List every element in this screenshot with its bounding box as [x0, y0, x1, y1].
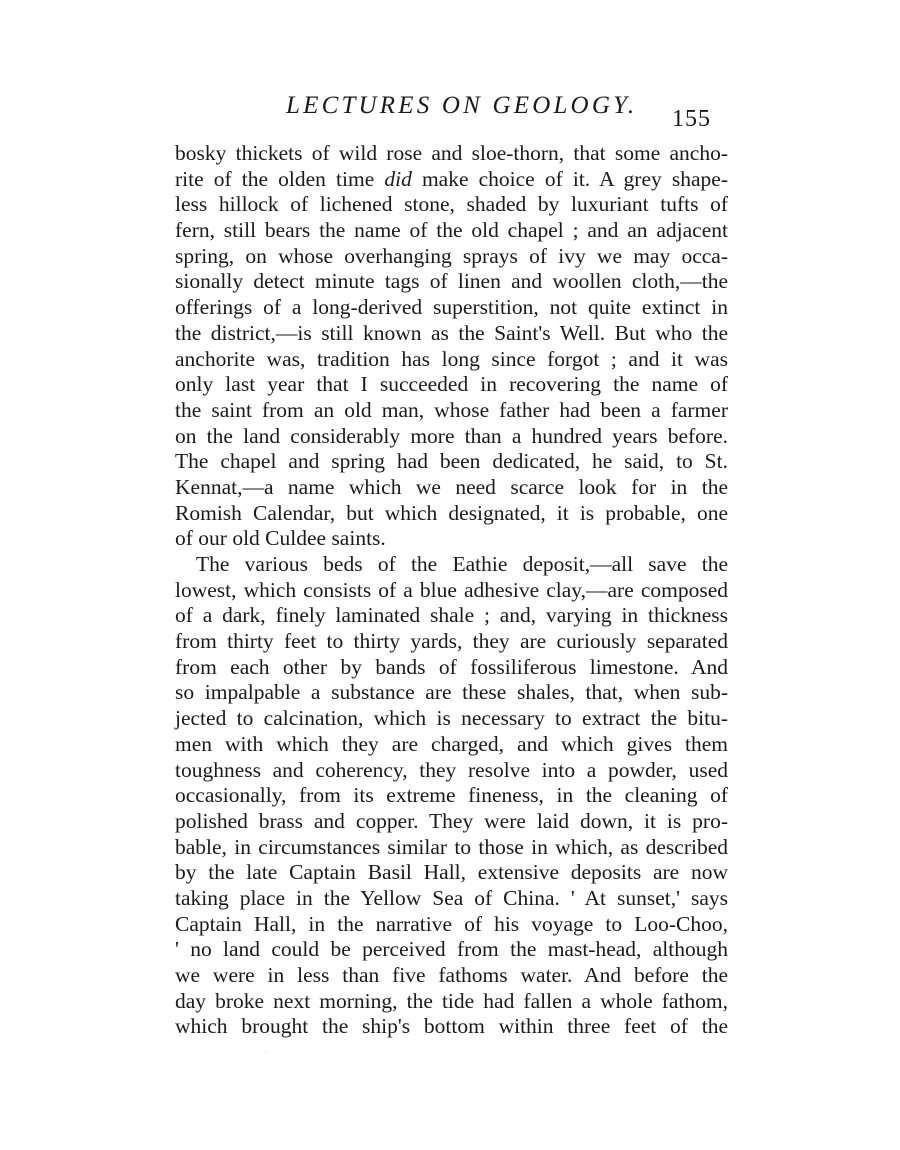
page-number: 155 [672, 106, 711, 132]
text-line: lowest, which consists of a blue adhesive clay,—are composed [175, 577, 728, 602]
text-line: anchorite was, tradition has long since forgot ; and it was [175, 346, 728, 371]
text-line: bable, in circumstances similar to those in which, as described [175, 834, 728, 859]
text-line: Captain Hall, in the narrative of his voyage to Loo-Choo, [175, 911, 728, 936]
text-line: day broke next morning, the tide had fallen a whole fathom, [175, 988, 728, 1013]
print-speck [265, 1052, 266, 1053]
text-line: The various beds of the Eathie deposit,—all save the [196, 552, 728, 576]
text-line: taking place in the Yellow Sea of China. ' At sunset,' says [175, 885, 728, 910]
text-line: Kennat,—a name which we need scarce look for in the [175, 474, 728, 499]
text-line: from each other by bands of fossiliferous limestone. And [175, 654, 728, 679]
text-line: the saint from an old man, whose father had been a farmer [175, 397, 728, 422]
text-line: ' no land could be perceived from the mast-head, although [175, 937, 728, 962]
text-run: make choice of it. A grey shape- [411, 166, 728, 191]
text-run: rite of the olden time [175, 166, 385, 191]
paragraph-eathie-deposit [175, 552, 728, 1040]
paragraph-continued [175, 141, 728, 552]
italic-emphasis: did [384, 166, 412, 191]
body-text [175, 141, 728, 1040]
text-line: of our old Culdee saints. [175, 526, 386, 551]
text-line: by the late Captain Basil Hall, extensive deposits are now [175, 860, 728, 885]
text-line: The chapel and spring had been dedicated, he said, to St. [175, 449, 728, 474]
text-line: from thirty feet to thirty yards, they are curiously separated [175, 629, 728, 654]
text-line: only last year that I succeeded in recovering the name of [175, 372, 728, 397]
text-line: we were in less than five fathoms water. And before the [175, 963, 728, 987]
text-line [175, 167, 728, 193]
text-line: toughness and coherency, they resolve into a powder, used [175, 757, 728, 782]
text-line: occasionally, from its extreme fineness, in the cleaning of [175, 783, 728, 808]
running-head [0, 92, 900, 132]
text-line: less hillock of lichened stone, shaded by luxuriant tufts of [175, 192, 728, 217]
text-line: the district,—is still known as the Saint's Well. But who the [175, 320, 728, 345]
text-line: fern, still bears the name of the old chapel ; and an adjacent [175, 218, 728, 243]
running-title: LECTURES ON GEOLOGY. [286, 92, 638, 119]
text-line: offerings of a long-derived superstition, not quite extinct in [175, 295, 728, 320]
text-line: spring, on whose overhanging sprays of ivy we may occa- [175, 243, 728, 268]
text-line: on the land considerably more than a hundred years before. [175, 423, 728, 448]
text-line: jected to calcination, which is necessary to extract the bitu- [175, 706, 728, 731]
text-line: polished brass and copper. They were laid down, it is pro- [175, 808, 728, 833]
text-line: sionally detect minute tags of linen and woollen cloth,—the [175, 269, 728, 294]
text-line: Romish Calendar, but which designated, it is probable, one [175, 500, 728, 525]
text-line: which brought the ship's bottom within three feet of the [175, 1014, 728, 1039]
text-line: of a dark, finely laminated shale ; and, varying in thickness [175, 603, 728, 628]
text-line: men with which they are charged, and which gives them [175, 731, 728, 756]
text-line: bosky thickets of wild rose and sloe-thorn, that some ancho- [175, 141, 728, 165]
text-line: so impalpable a substance are these shales, that, when sub- [175, 680, 728, 705]
